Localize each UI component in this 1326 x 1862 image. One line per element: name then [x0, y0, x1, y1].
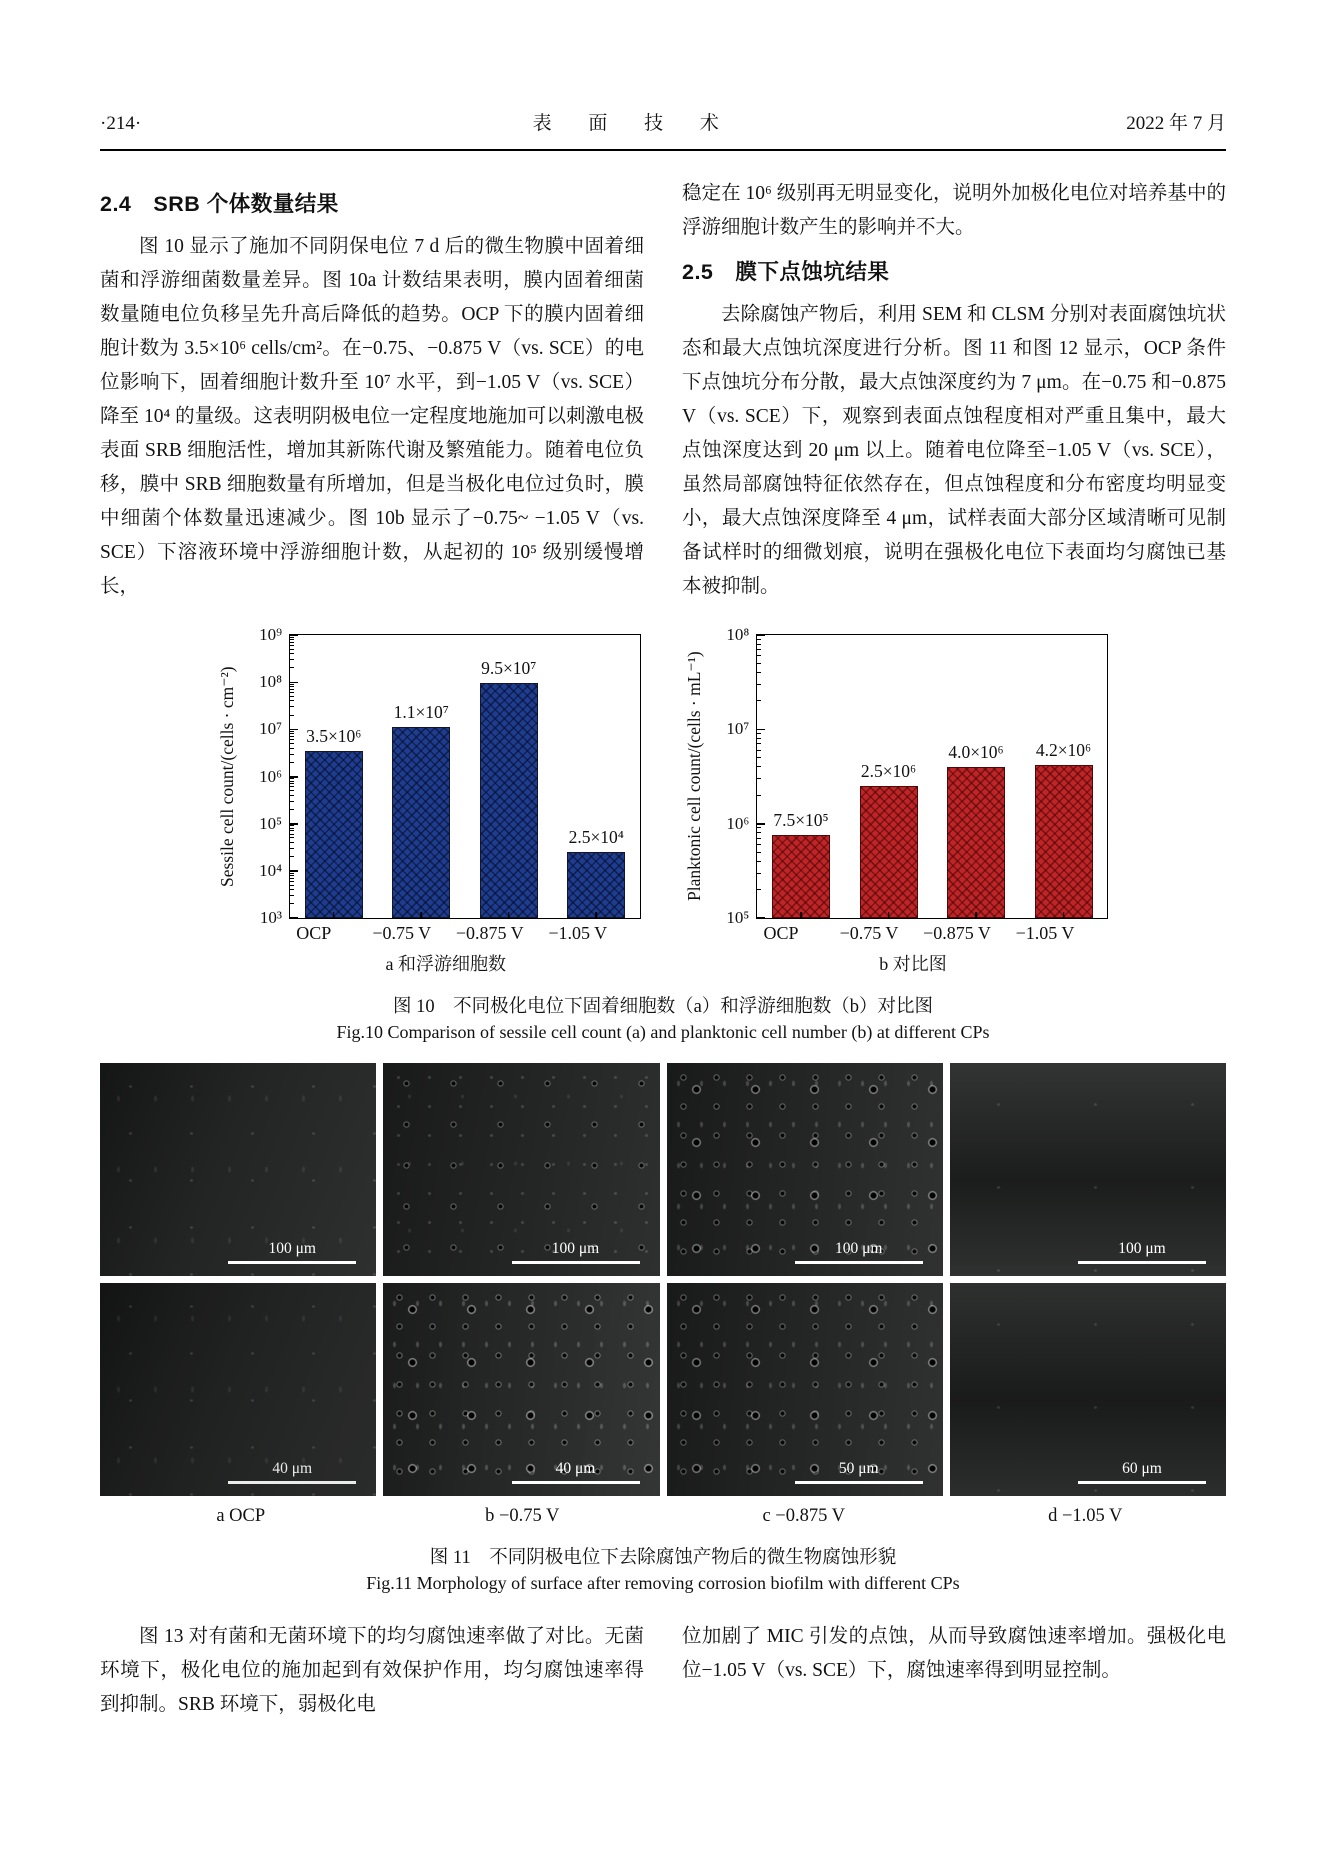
y-major-tick: [757, 917, 765, 919]
y-axis-tick-label: 10⁵: [259, 813, 282, 833]
y-minor-tick: [290, 781, 294, 782]
y-axis-tick-label: 10⁹: [259, 625, 282, 644]
y-major-tick: [757, 729, 765, 731]
bar-OCP: [772, 835, 830, 918]
y-minor-tick: [290, 786, 294, 787]
y-minor-tick: [290, 903, 294, 904]
bar-−1.05 V: [1035, 765, 1093, 918]
y-major-tick: [757, 634, 765, 636]
y-minor-tick: [290, 762, 294, 763]
y-minor-tick: [757, 795, 761, 796]
y-minor-tick: [290, 684, 294, 685]
y-minor-tick: [290, 828, 294, 829]
section-2-5-paragraph: 去除腐蚀产物后，利用 SEM 和 CLSM 分别对表面腐蚀坑状态和最大点蚀坑深度进行分析。图 11 和图 12 显示，OCP 条件下点蚀坑分布分散，最大点蚀深度约为 7 μm。在−0.75 和−0.875 V（vs. SCE）下，观察到表面点蚀程度相对严重且集中，最大点蚀深度达到 20 μm 以上。随着电位降至−1.05 V（vs. SCE），虽然局部腐蚀特征依然存在，但点蚀程度和分布密度均明显变小，最大点蚀深度降至 4 μm，试样表面大部分区域清晰可见制备试样时的细微划痕，说明在强极化电位下表面均匀腐蚀已基本被抑制。: [682, 304, 1226, 597]
planktonic-cell-count-chart: [684, 625, 1108, 976]
section-title: SRB 个体数量结果: [153, 192, 339, 216]
y-minor-tick: [290, 649, 294, 650]
scale-bar: [228, 1240, 356, 1264]
scale-bar: [1078, 1460, 1206, 1484]
scale-bar-label: 40 μm: [272, 1460, 313, 1478]
y-minor-tick: [290, 686, 294, 687]
scale-bar: [1078, 1240, 1206, 1264]
y-minor-tick: [290, 878, 294, 879]
bar-value-label: 2.5×10⁶: [860, 761, 917, 782]
sem-image-0875v-50um: [667, 1283, 943, 1496]
y-minor-tick: [290, 837, 294, 838]
y-minor-tick: [757, 700, 761, 701]
scale-bar: [795, 1240, 923, 1264]
scale-bar-label: 100 μm: [551, 1240, 600, 1258]
y-minor-tick: [290, 795, 294, 796]
panel-label-d: d −1.05 V: [1048, 1506, 1123, 1526]
x-tick: [1063, 912, 1065, 918]
panel-label-c: c −0.875 V: [762, 1506, 846, 1526]
bottom-right-paragraph: 位加剧了 MIC 引发的点蚀，从而导致腐蚀速率增加。强极化电位−1.05 V（vs. SCE）下，腐蚀速率得到明显控制。: [682, 1626, 1226, 1681]
sem-image-ocp-100um: [100, 1063, 376, 1276]
scale-bar-line: [512, 1481, 640, 1484]
bar-OCP: [305, 751, 363, 918]
y-minor-tick: [757, 861, 761, 862]
bar-value-label: 4.0×10⁶: [948, 741, 1004, 762]
bar-−0.75 V: [860, 786, 918, 918]
y-axis-label: Planktonic cell count/(cells · mL⁻¹): [684, 651, 704, 902]
scale-bar-line: [795, 1261, 923, 1264]
x-category-label: −0.75 V: [372, 923, 432, 943]
subfigure-a-caption: a 和浮游细胞数: [385, 954, 506, 974]
y-minor-tick: [290, 873, 294, 874]
page-header: [100, 108, 1226, 135]
figure-10: [100, 625, 1226, 976]
y-minor-tick: [290, 692, 294, 693]
scale-bar-label: 50 μm: [838, 1460, 879, 1478]
x-axis-labels: [270, 923, 622, 944]
y-minor-tick: [290, 706, 294, 707]
sem-image-0875v-100um: [667, 1063, 943, 1276]
y-minor-tick: [290, 809, 294, 810]
y-minor-tick: [290, 715, 294, 716]
scale-bar-line: [228, 1261, 356, 1264]
section-2-5-heading: [682, 255, 1226, 286]
x-category-label: −0.75 V: [839, 923, 899, 943]
section-2-4-paragraph: 图 10 显示了施加不同阴保电位 7 d 后的微生物膜中固着细菌和浮游细菌数量差异。图 10a 计数结果表明，膜内固着细菌数量随电位负移呈先升高后降低的趋势。OCP 下的膜内固着细胞计数为 3.5×10⁶ cells/cm²。在−0.75、−0.875 V（vs. SCE）的电位影响下，固着细胞计数升至 10⁷ 水平，到−1.05 V（vs. SCE）降至 10⁴ 的量级。这表明阴极电位一定程度地施加可以刺激电极表面 SRB 细胞活性，增加其新陈代谢及繁殖能力。随着电位负移，膜中 SRB 细胞数量有所增加，但是当极化电位过负时，膜中细菌个体数量迅速减少。图 10b 显示了−0.75~ −1.05 V（vs. SCE）下溶液环境中浮游细胞计数，从起初的 10⁵ 级别缓慢增长，: [100, 236, 644, 597]
y-minor-tick: [757, 838, 761, 839]
bar-value-label: 3.5×10⁶: [306, 725, 362, 746]
figure-11-sem-grid: [100, 1063, 1226, 1496]
x-tick: [420, 912, 422, 918]
section-title: 膜下点蚀坑结果: [735, 260, 890, 284]
y-minor-tick: [290, 881, 294, 882]
y-minor-tick: [290, 696, 294, 697]
scale-bar-line: [228, 1481, 356, 1484]
body-columns: [100, 177, 1226, 604]
bar-value-label: 9.5×10⁷: [481, 658, 537, 679]
y-axis-tick-label: 10⁷: [259, 719, 282, 739]
x-category-label: −1.05 V: [1015, 923, 1075, 943]
sem-image-075v-40um: [383, 1283, 659, 1496]
continuation-paragraph: 稳定在 10⁶ 级别再无明显变化，说明外加极化电位对培养基中的浮游细胞计数产生的影响并不大。: [682, 183, 1226, 238]
y-minor-tick: [757, 844, 761, 845]
y-axis-tick-label: 10⁸: [726, 625, 750, 644]
plot-area-a: [259, 625, 641, 927]
y-minor-tick: [290, 778, 294, 779]
x-tick: [508, 912, 510, 918]
scale-bar: [228, 1460, 356, 1484]
y-minor-tick: [290, 667, 294, 668]
header-rule: [100, 149, 1226, 151]
y-major-tick: [290, 870, 298, 872]
y-minor-tick: [290, 895, 294, 896]
y-minor-tick: [290, 848, 294, 849]
scale-bar-line: [512, 1261, 640, 1264]
y-minor-tick: [290, 639, 294, 640]
scale-bar-line: [1078, 1261, 1206, 1264]
y-major-tick: [290, 634, 298, 636]
y-minor-tick: [757, 743, 761, 744]
y-axis-tick-label: 10⁷: [726, 719, 750, 739]
y-minor-tick: [757, 684, 761, 685]
y-minor-tick: [290, 659, 294, 660]
plot-area-b: [726, 625, 1108, 927]
y-minor-tick: [290, 700, 294, 701]
y-minor-tick: [757, 873, 761, 874]
y-minor-tick: [290, 830, 294, 831]
y-minor-tick: [290, 754, 294, 755]
x-tick: [888, 912, 890, 918]
scale-bar-label: 100 μm: [268, 1240, 316, 1258]
y-major-tick: [290, 776, 298, 778]
y-axis-tick-label: 10⁸: [259, 672, 282, 692]
y-minor-tick: [290, 642, 294, 643]
y-minor-tick: [757, 750, 761, 751]
x-category-label: −0.875 V: [455, 923, 524, 943]
x-category-label: −1.05 V: [548, 923, 608, 943]
y-minor-tick: [290, 637, 294, 638]
y-minor-tick: [290, 645, 294, 646]
y-minor-tick: [290, 842, 294, 843]
scale-bar: [795, 1460, 923, 1484]
y-minor-tick: [757, 733, 761, 734]
y-minor-tick: [290, 790, 294, 791]
section-2-4-heading: [100, 187, 644, 218]
x-tick: [595, 912, 597, 918]
y-minor-tick: [290, 885, 294, 886]
y-axis-tick-label: 10⁴: [259, 860, 282, 880]
sem-image-075v-100um: [383, 1063, 659, 1276]
x-category-label: OCP: [296, 923, 332, 943]
y-axis-tick-label: 10⁵: [726, 908, 750, 927]
bar-value-label: 2.5×10⁴: [568, 827, 624, 848]
sem-panel-labels: [100, 1506, 1226, 1527]
sem-image-105v-60um: [950, 1283, 1226, 1496]
bar-−0.75 V: [392, 727, 450, 918]
bottom-left-paragraph: 图 13 对有菌和无菌环境下的均匀腐蚀速率做了对比。无菌环境下，极化电位的施加起到有效保护作用，均匀腐蚀速率得到抑制。SRB 环境下，弱极化电: [100, 1626, 644, 1715]
left-column: [100, 177, 644, 604]
scale-bar-label: 40 μm: [555, 1460, 596, 1478]
bar-value-label: 7.5×10⁵: [773, 810, 829, 831]
y-minor-tick: [757, 832, 761, 833]
bar-−0.875 V: [947, 767, 1005, 918]
y-minor-tick: [290, 689, 294, 690]
section-number: 2.4: [100, 192, 132, 216]
x-tick: [800, 912, 802, 918]
y-minor-tick: [290, 834, 294, 835]
journal-title: 表 面 技 术: [532, 113, 735, 134]
y-axis-label: Sessile cell count/(cells · cm⁻²): [216, 666, 237, 887]
figure-11-caption-en: Fig.11 Morphology of surface after removing corrosion biofilm with different CPs: [366, 1573, 960, 1593]
y-minor-tick: [757, 649, 761, 650]
x-category-label: −0.875 V: [923, 923, 991, 943]
bar-−0.875 V: [480, 683, 538, 918]
y-axis-tick-label: 10³: [259, 908, 282, 927]
x-category-label: OCP: [763, 923, 799, 943]
scale-bar: [512, 1460, 640, 1484]
y-minor-tick: [290, 653, 294, 654]
y-minor-tick: [290, 748, 294, 749]
sem-image-ocp-40um: [100, 1283, 376, 1496]
y-minor-tick: [757, 889, 761, 890]
issue-date: 2022 年 7 月: [1126, 113, 1226, 134]
bar-−1.05 V: [567, 852, 625, 918]
x-tick: [333, 912, 335, 918]
section-number: 2.5: [682, 260, 714, 284]
y-axis-tick-label: 10⁶: [259, 766, 282, 786]
figure-11-caption-cn: 图 11 不同阴极电位下去除腐蚀产物后的微生物腐蚀形貌: [429, 1548, 897, 1568]
sessile-cell-count-chart: [216, 625, 641, 976]
panel-label-b: b −0.75 V: [485, 1506, 560, 1526]
page-number: ·214·: [100, 113, 142, 134]
y-minor-tick: [757, 644, 761, 645]
y-minor-tick: [757, 663, 761, 664]
y-minor-tick: [757, 757, 761, 758]
y-minor-tick: [290, 783, 294, 784]
figure-11-caption: [100, 1543, 1226, 1594]
y-minor-tick: [290, 856, 294, 857]
y-major-tick: [290, 917, 298, 919]
y-minor-tick: [290, 875, 294, 876]
scale-bar-label: 100 μm: [835, 1240, 883, 1258]
bottom-columns: [100, 1620, 1226, 1722]
y-minor-tick: [290, 889, 294, 890]
scale-bar-line: [795, 1481, 923, 1484]
panel-label-a: a OCP: [216, 1506, 266, 1526]
scale-bar-label: 100 μm: [1118, 1240, 1166, 1258]
y-major-tick: [290, 682, 298, 684]
y-major-tick: [290, 823, 298, 825]
figure-10-caption-en: Fig.10 Comparison of sessile cell count (a) and planktonic cell number (b) at different CPs: [336, 1022, 990, 1042]
y-minor-tick: [290, 801, 294, 802]
bar-value-label: 1.1×10⁷: [393, 702, 449, 723]
subfigure-b-caption: b 对比图: [879, 954, 947, 974]
y-minor-tick: [757, 639, 761, 640]
y-minor-tick: [757, 852, 761, 853]
scale-bar-line: [1078, 1481, 1206, 1484]
scale-bar: [512, 1240, 640, 1264]
y-minor-tick: [757, 655, 761, 656]
figure-10-caption-cn: 图 10 不同极化电位下固着细胞数（a）和浮游细胞数（b）对比图: [392, 997, 934, 1017]
y-minor-tick: [757, 738, 761, 739]
y-minor-tick: [757, 778, 761, 779]
y-axis-tick-label: 10⁶: [726, 813, 750, 833]
x-axis-labels: [737, 923, 1089, 944]
figure-10-caption: [100, 992, 1226, 1043]
right-column: [682, 177, 1226, 604]
y-minor-tick: [290, 825, 294, 826]
y-minor-tick: [757, 672, 761, 673]
scale-bar-label: 60 μm: [1122, 1460, 1162, 1478]
y-minor-tick: [757, 766, 761, 767]
x-tick: [975, 912, 977, 918]
bar-value-label: 4.2×10⁶: [1035, 739, 1092, 760]
sem-image-105v-100um: [950, 1063, 1226, 1276]
